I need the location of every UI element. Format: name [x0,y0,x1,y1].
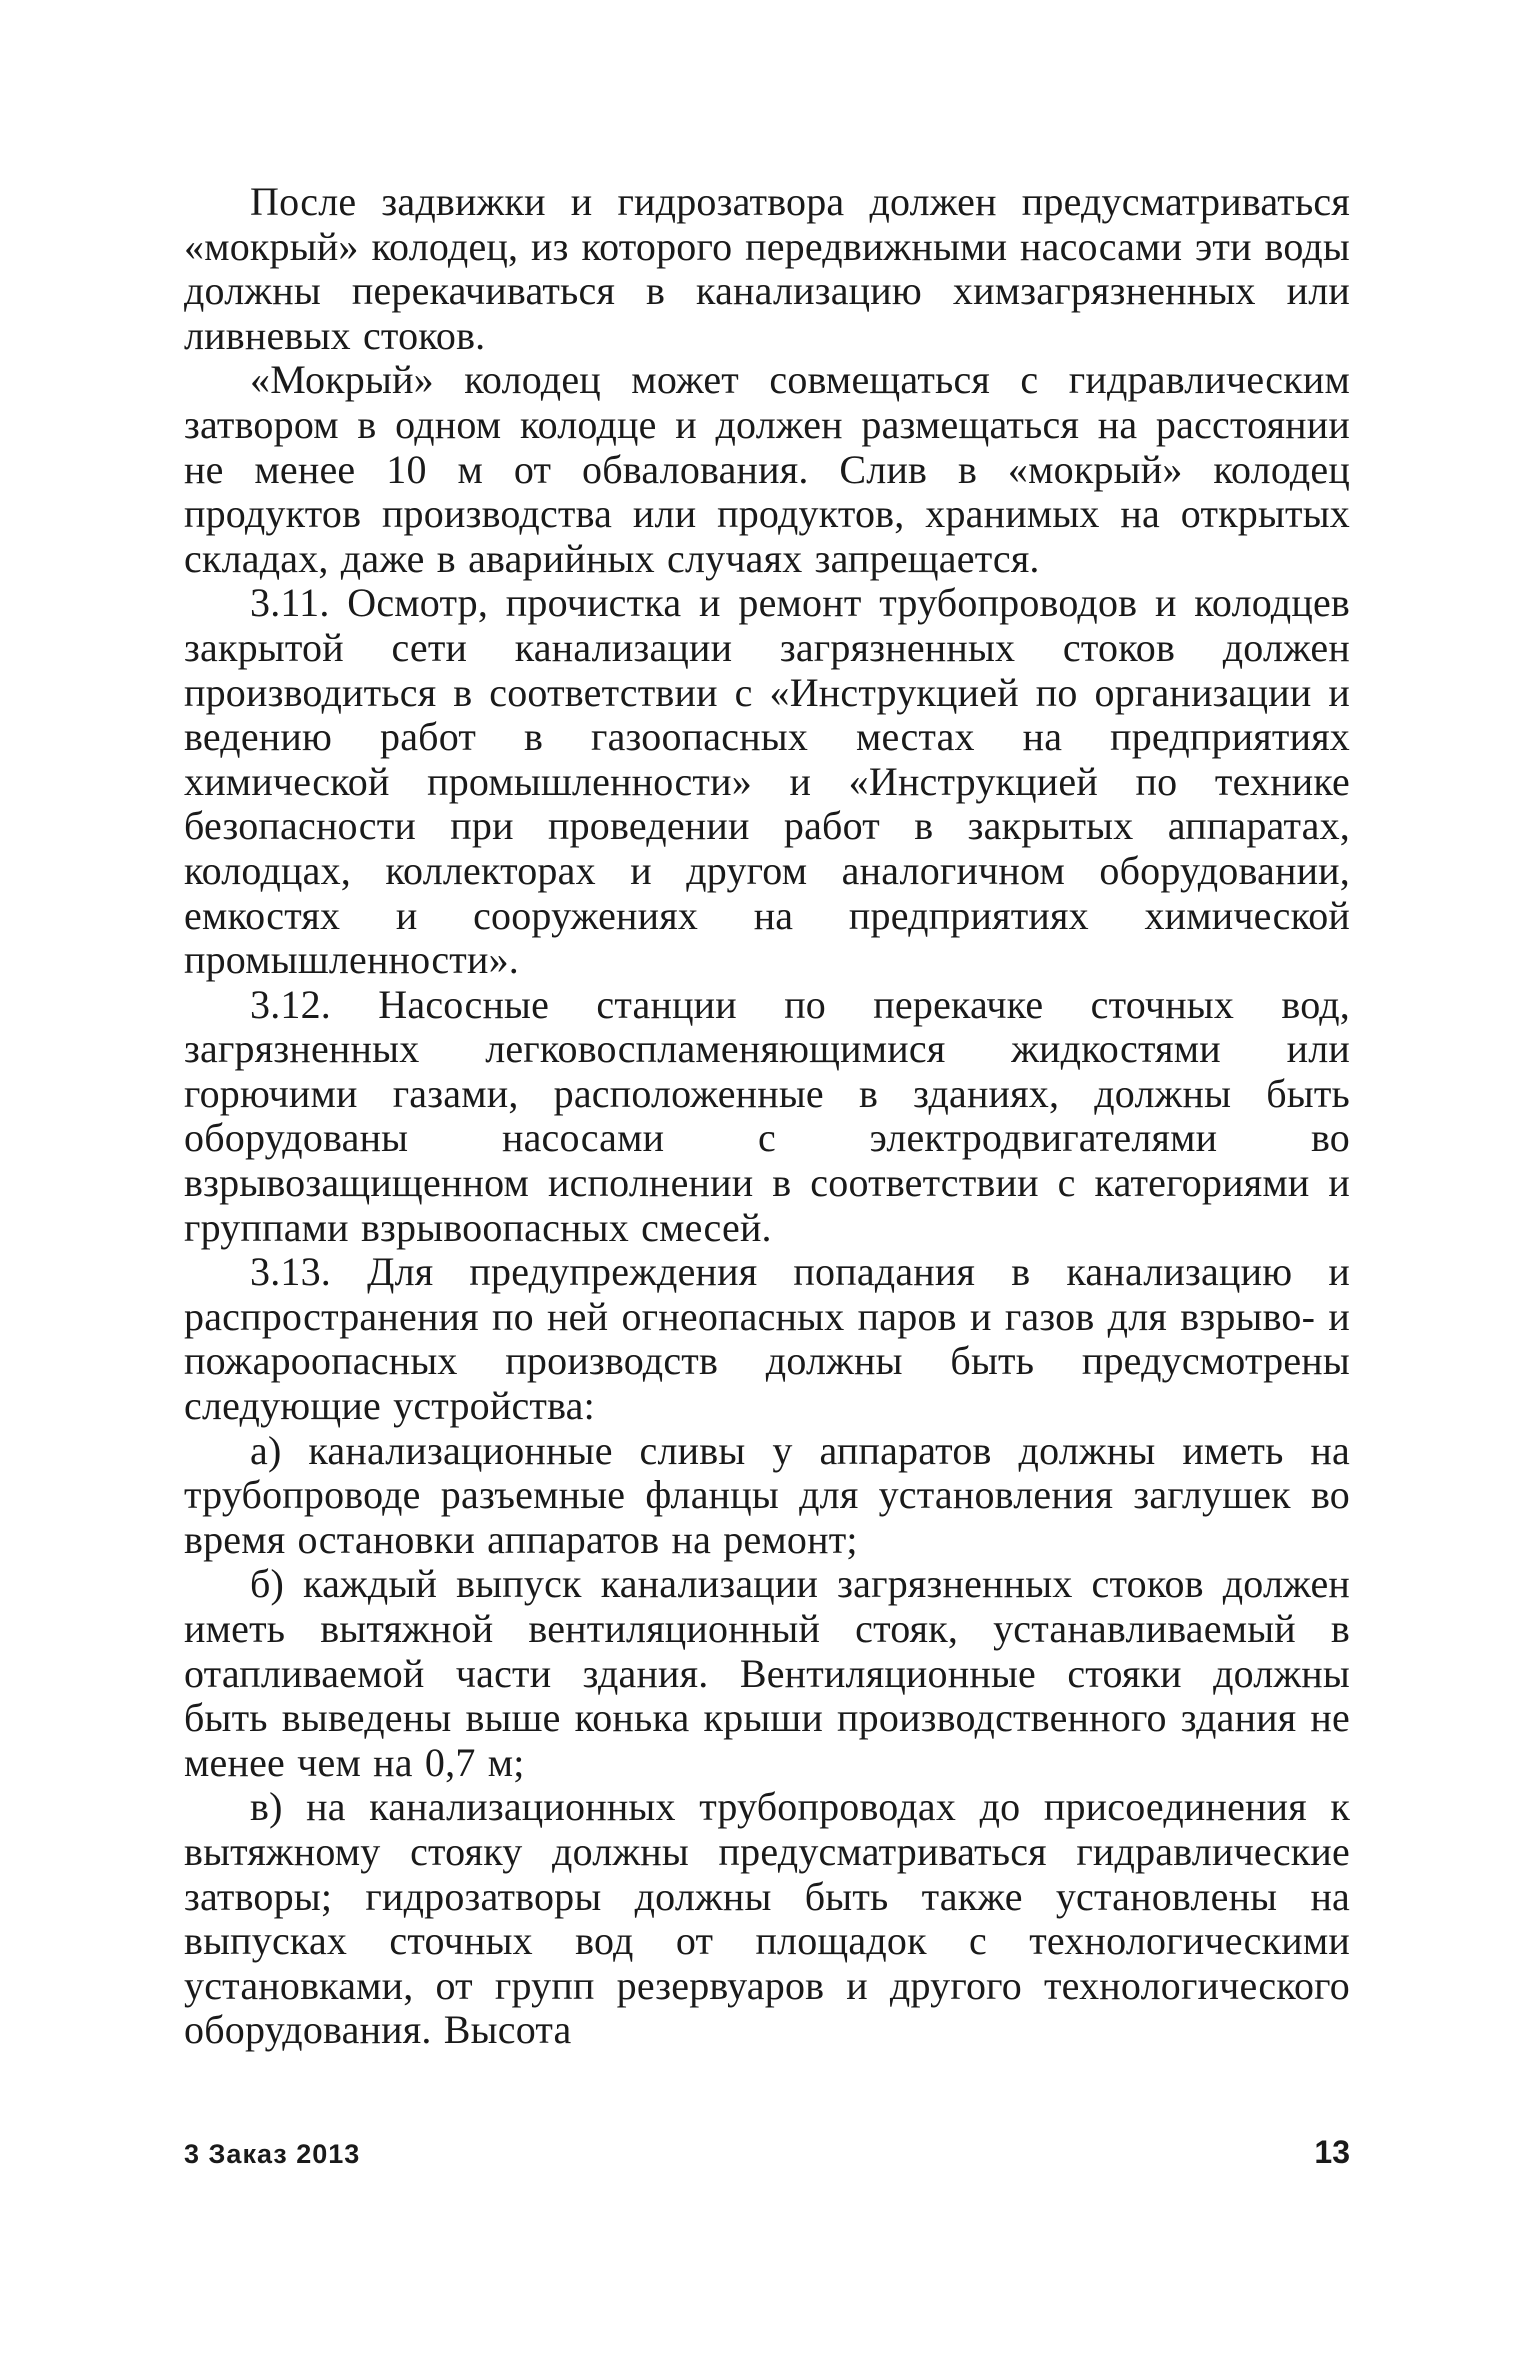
paragraph-3-13: 3.13. Для предупреждения попадания в канализацию и распространения по ней огнеопасных паров и газов для взрыво- и пожароопасных производств должны быть предусмотрены следующие устройства: [184,1249,1350,1429]
paragraph-3-11: 3.11. Осмотр, прочистка и ремонт трубопроводов и колодцев закрытой сети канализации загрязненных стоков должен производиться в соответствии с «Инструкцией по организации и ведению работ в газоопасных местах на предприятиях химической промышленности» и «Инструкцией по технике безопасности при проведении работ в закрытых аппаратах, колодцах, коллекторах и другом аналогичном оборудовании, емкостях и сооружениях на предприятиях химической промышленности». [184,580,1350,983]
page-body [184,180,1350,2053]
paragraph-3-12: 3.12. Насосные станции по перекачке сточных вод, загрязненных легковоспламеняющимися жидкостями или горючими газами, расположенные в зданиях, должны быть оборудованы насосами с электродвигателями во взрывозащищенном исполнении в соответствии с категориями и группами взрывоопасных смесей. [184,981,1350,1250]
list-item-v: в) на канализационных трубопроводах до присоединения к вытяжному стояку должны предусматриваться гидравлические затворы; гидрозатворы должны быть также установлены на выпусках сточных вод от площадок с технологическими установками, от групп резервуаров и другого технологического оборудования. Высота [184,1784,1350,2053]
paragraph-well-after-valve: После задвижки и гидрозатвора должен предусматриваться «мокрый» колодец, из которого передвижными насосами эти воды должны перекачиваться в канализацию химзагрязненных или ливневых стоков. [184,179,1350,358]
page-footer [184,2134,1350,2171]
paragraph-wet-well: «Мокрый» колодец может совмещаться с гидравлическим затвором в одном колодце и должен размещаться на расстоянии не менее 10 м от обвалования. Слив в «мокрый» колодец продуктов производства или продуктов, хранимых на открытых складах, даже в аварийных случаях запрещается. [184,357,1350,581]
printer-signature: 3 Заказ 2013 [184,2139,361,2169]
page-number: 13 [1314,2134,1350,2170]
list-item-a: а) канализационные сливы у аппаратов должны иметь на трубопроводе разъемные фланцы для установления заглушек во время остановки аппаратов на ремонт; [184,1427,1350,1562]
list-item-b: б) каждый выпуск канализации загрязненных стоков должен иметь вытяжной вентиляционный стояк, устанавливаемый в отапливаемой части здания. Вентиляционные стояки должны быть выведены выше конька крыши производственного здания не менее чем на 0,7 м; [184,1561,1350,1785]
